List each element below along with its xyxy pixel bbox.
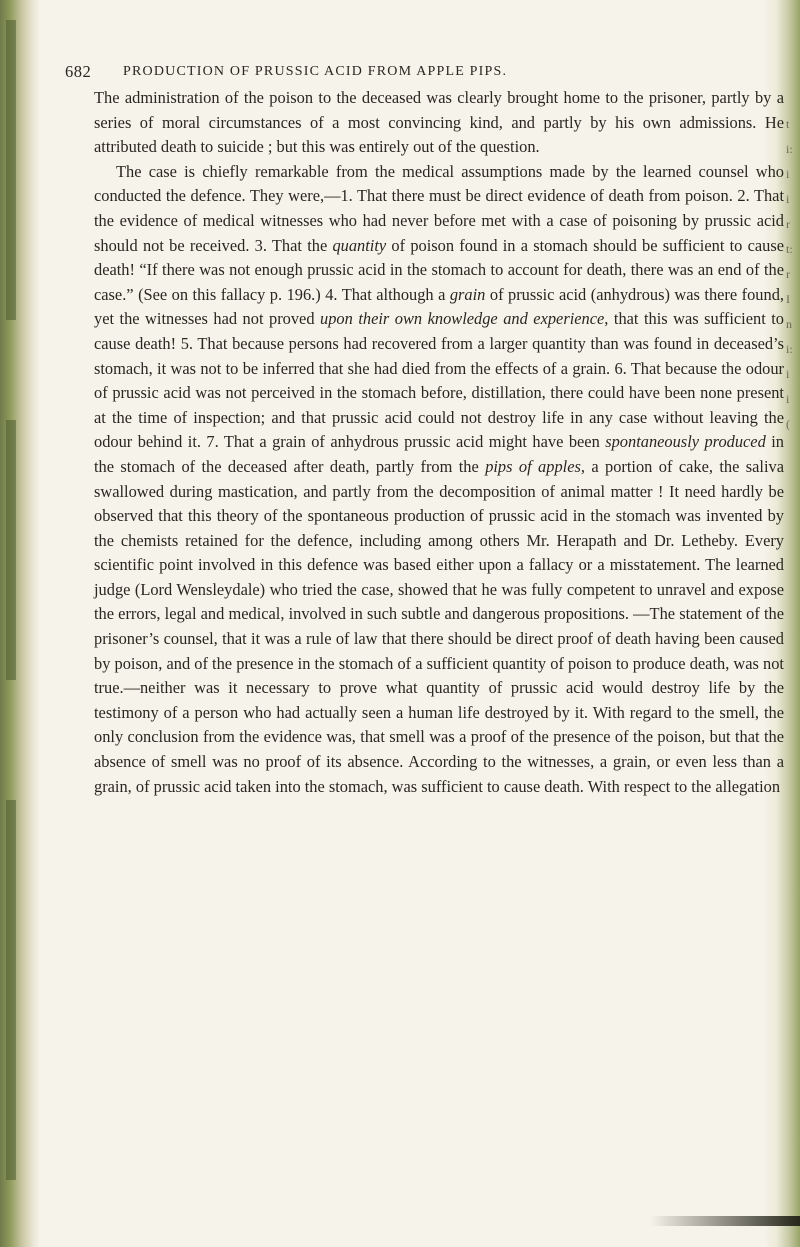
gutter-stain [6, 420, 16, 680]
italic-run: spontaneously produced [605, 432, 766, 452]
italic-run: upon their own knowledge and experience [320, 309, 605, 329]
paragraph [94, 86, 784, 160]
body-text [94, 86, 784, 799]
book-gutter-left [0, 0, 40, 1247]
text-run: The case is chiefly remarkable from the medical assumptions made by the learned counsel who conducted the defence. They were,—1. That there must be direct evidence of death from poison. 2. That the evidence of medical witnesses who had never before met with a case of poisoning by prussic acid should not be received. 3. That the [94, 161, 784, 255]
text-run: , a portion of cake, the saliva swallowed during mastication, and partly from the decomposition of animal matter ! It need hardly be observed that this theory of the spontaneous production of prussic acid in the stomach was invented by the chemists retained for the defence, including among others Mr. Herapath and Dr. Letheby. Every scientific point involved in this defence was based either upon a fallacy or a misstatement. The learned judge (Lord Wensleydale) who tried the case, showed that he was fully competent to unravel and expose the errors, legal and medical, involved in such subtle and dangerous propositions. —The statement of the prisoner’s counsel, that it was a rule of law that there should be direct proof of death having been caused by poison, and of the presence in the stomach of a sufficient quantity of poison to produce death, was not true.—neither was it necessary to prove what quantity of prussic acid would destroy life by the testimony of a person who had actually seen a human life destroyed by it. With regard to the smell, the only conclusion from the evidence was, that smell was a proof of the presence of the poison, but that the absence of smell was no proof of its absence. According to the witnesses, a grain, or even less than a grain, of prussic acid taken into the stomach, was sufficient to cause death. With respect to the allegation [94, 456, 784, 796]
next-page-bleed [786, 112, 800, 437]
bleed-glyph: i [786, 367, 790, 381]
bleed-glyph: I [786, 292, 790, 306]
italic-run: grain [449, 284, 486, 304]
page-number: 682 [65, 62, 92, 81]
bleed-glyph: n [786, 317, 792, 331]
bleed-glyph: i: [786, 142, 793, 156]
running-title: PRODUCTION OF PRUSSIC ACID FROM APPLE PIPS. [123, 64, 508, 79]
bleed-glyph: ( [786, 417, 790, 431]
italic-run: quantity [332, 235, 387, 255]
gutter-stain [6, 800, 16, 1180]
bleed-glyph: t [786, 117, 790, 131]
bleed-glyph: i [786, 167, 790, 181]
text-run: in the stomach of the deceased after death, partly from the [94, 432, 784, 476]
paragraph [94, 160, 784, 799]
bleed-glyph: i [786, 192, 790, 206]
text-run: of prussic acid (anhydrous) was there found, yet the witnesses had not proved [94, 284, 784, 329]
gutter-stain [6, 20, 16, 320]
text-run: The administration of the poison to the deceased was clearly brought home to the prisoner, partly by a series of moral circumstances of a most convincing kind, and partly by his own admissions. He attributed death to suicide ; but this was entirely out of the question. [94, 88, 784, 157]
bleed-glyph: i: [786, 342, 793, 356]
text-run: of poison found in a stomach should be sufficient to cause death! “If there was not enough prussic acid in the stomach to account for death, there was an end of the case.” (See on this fallacy p. 196.) 4. That although a [94, 235, 784, 304]
bleed-glyph: i [786, 392, 790, 406]
italic-run: pips of apples [485, 456, 581, 476]
bleed-glyph: r [786, 267, 790, 281]
bleed-glyph: r [786, 217, 790, 231]
bleed-glyph: t: [786, 242, 793, 256]
page-edge-shadow [650, 1216, 800, 1226]
text-run: , that this was sufficient to cause death! 5. That because persons had recovered from a larger quantity than was found in deceased’s stomach, it was not to be inferred that she had died from the effects of a grain. 6. That because the odour of prussic acid was not perceived in the stomach before, distillation, there could have been none present at the time of inspection; and that prussic acid could not destroy life in any case without leaving the odour behind it. 7. That a grain of anhydrous prussic acid might have been [94, 309, 785, 452]
